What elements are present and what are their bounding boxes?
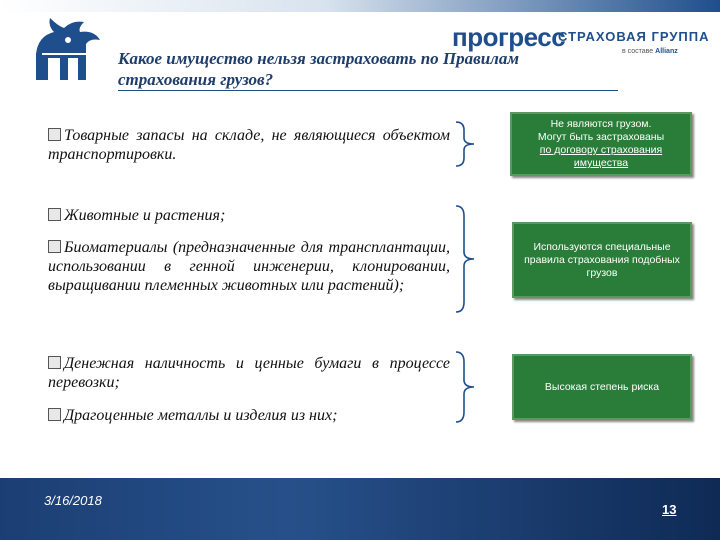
list-item-text: Животные и растения; [64, 207, 226, 224]
list-item-text: Драгоценные металлы и изделия из них; [64, 407, 338, 424]
list-item [48, 238, 450, 295]
list-item-text: Товарные запасы на складе, не являющиеся объектом транспортировки. [48, 127, 450, 163]
footer-date: 3/16/2018 [44, 493, 102, 508]
right-brace-icon [452, 120, 478, 168]
brand-group-prefix: в составе [622, 48, 654, 55]
note-box [512, 222, 692, 298]
note-box-text: Используются специальные правила страхования подобных грузов [524, 240, 680, 279]
brand-group-note [622, 48, 678, 55]
list-item [48, 206, 450, 225]
griffin-logo [28, 14, 108, 84]
bullet-icon [48, 240, 61, 253]
allianz-label: Allianz [655, 48, 678, 55]
bullet-icon [48, 408, 61, 421]
note-box-text [538, 118, 664, 170]
brand-subtitle: СТРАХОВАЯ ГРУППА [558, 29, 710, 44]
note-line: Не являются грузом. [550, 118, 652, 130]
bullet-icon [48, 128, 61, 141]
list-item [48, 354, 450, 392]
top-gradient-bar [0, 0, 720, 12]
brand-name: прогресс [452, 22, 566, 52]
list-item-text: Биоматериалы (предназначенные для трансплантации, использовании в генной инженерии, клонировании, выращивании племенных животных или растений); [48, 239, 450, 294]
bullet-icon [48, 356, 61, 369]
right-brace-icon [452, 350, 478, 424]
note-box-text: Высокая степень риска [544, 380, 660, 393]
note-line: Могут быть застрахованы [537, 131, 665, 143]
footer-bar [0, 478, 720, 540]
note-link: имущества [573, 157, 629, 169]
list-item [48, 406, 450, 425]
page-number: 13 [662, 502, 677, 517]
bullet-icon [48, 208, 61, 221]
note-box [512, 354, 692, 420]
list-item-text: Денежная наличность и ценные бумаги в процессе перевозки; [48, 355, 450, 391]
note-link: по договору страхования [539, 144, 663, 156]
right-brace-icon [452, 204, 478, 314]
list-item [48, 126, 450, 164]
note-box [510, 112, 692, 176]
slide-title: Какое имущество нельзя застраховать по Правилам страхования грузов? [118, 48, 618, 91]
